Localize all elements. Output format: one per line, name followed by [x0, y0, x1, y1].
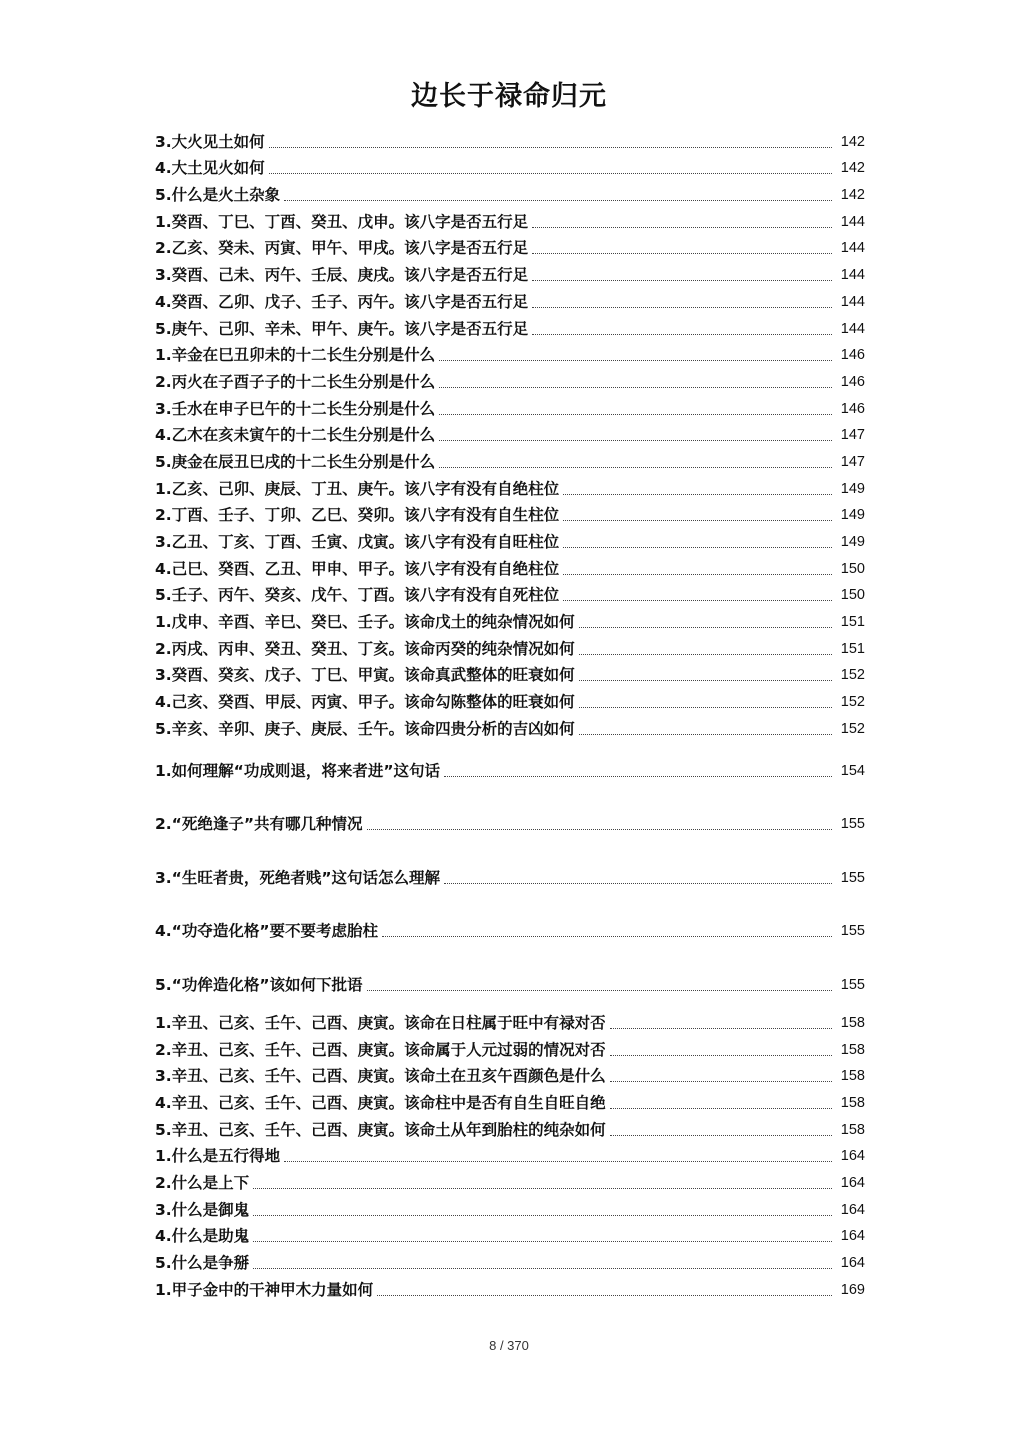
toc-leader-dots	[367, 990, 832, 991]
toc-entry-title: 1.如何理解“功成则退，将来者进”这句话	[155, 761, 441, 780]
toc-entry[interactable]	[155, 712, 865, 739]
toc-leader-dots	[610, 1055, 832, 1056]
toc-entry-title: 4.己亥、癸酉、甲辰、丙寅、甲子。该命勾陈整体的旺衰如何	[155, 693, 575, 712]
toc-entry-page-number: 154	[840, 762, 865, 779]
toc-entry-page-number: 144	[840, 240, 865, 257]
toc-entry-title: 2.乙亥、癸未、丙寅、甲午、甲戌。该八字是否五行足	[155, 239, 529, 258]
toc-leader-dots	[563, 547, 832, 548]
toc-entry-title: 4.辛丑、己亥、壬午、己酉、庚寅。该命柱中是否有自生自旺自绝	[155, 1093, 606, 1112]
toc-entry-title: 3.癸酉、己未、丙午、壬辰、庚戌。该八字是否五行足	[155, 266, 529, 285]
toc-entry[interactable]	[155, 339, 865, 366]
toc-entry-title: 2.丙戌、丙申、癸丑、癸丑、丁亥。该命丙癸的纯杂情况如何	[155, 639, 575, 658]
toc-entry[interactable]	[155, 178, 865, 205]
toc-leader-dots	[532, 307, 832, 308]
toc-leader-dots	[253, 1215, 832, 1216]
toc-entry-title: 5.什么是争掰	[155, 1254, 250, 1272]
toc-entry-page-number: 144	[840, 267, 865, 284]
toc-entry-title: 3.壬水在申子巳午的十二长生分别是什么	[155, 399, 436, 418]
toc-entry-page-number: 150	[840, 587, 865, 604]
toc-leader-dots	[532, 280, 832, 281]
toc-entry-title: 3.“生旺者贵，死绝者贱”这句话怎么理解	[155, 868, 441, 887]
toc-entry-page-number: 149	[840, 507, 865, 524]
toc-entry-page-number: 146	[840, 400, 865, 417]
toc-leader-dots	[253, 1241, 832, 1242]
toc-entry[interactable]	[155, 739, 865, 781]
toc-leader-dots	[532, 253, 832, 254]
toc-leader-dots	[563, 520, 832, 521]
toc-leader-dots	[532, 334, 832, 335]
toc-entry-page-number: 147	[840, 427, 865, 444]
toc-entry[interactable]	[155, 941, 865, 995]
toc-leader-dots	[367, 829, 832, 830]
toc-entry-page-number: 164	[840, 1228, 865, 1245]
toc-leader-dots	[377, 1295, 832, 1296]
toc-entry-page-number: 147	[840, 453, 865, 470]
toc-leader-dots	[563, 574, 832, 575]
toc-entry-page-number: 144	[840, 213, 865, 230]
toc-entry-page-number: 152	[840, 720, 865, 737]
toc-entry-title: 4.乙木在亥未寅午的十二长生分别是什么	[155, 426, 436, 445]
toc-leader-dots	[269, 147, 832, 148]
toc-leader-dots	[579, 654, 832, 655]
toc-entry-page-number: 144	[840, 320, 865, 337]
toc-entry-title: 4.己巳、癸酉、乙丑、甲申、甲子。该八字有没有自绝柱位	[155, 559, 560, 578]
toc-entry-page-number: 164	[840, 1148, 865, 1165]
toc-entry-title: 3.癸酉、癸亥、戊子、丁巳、甲寅。该命真武整体的旺衰如何	[155, 666, 575, 685]
toc-entry-page-number: 158	[840, 1068, 865, 1085]
toc-entry-title: 1.癸酉、丁巳、丁酉、癸丑、戊申。该八字是否五行足	[155, 212, 529, 231]
toc-entry-page-number: 158	[840, 1094, 865, 1111]
toc-entry-title: 3.大火见土如何	[155, 132, 265, 151]
toc-entry-page-number: 152	[840, 694, 865, 711]
toc-entry-page-number: 155	[840, 869, 865, 886]
toc-leader-dots	[579, 707, 832, 708]
toc-entry-title: 1.乙亥、己卯、庚辰、丁丑、庚午。该八字有没有自绝柱位	[155, 479, 560, 498]
toc-entry[interactable]	[155, 632, 865, 659]
toc-entry[interactable]	[155, 1193, 865, 1220]
toc-entry-title: 5.壬子、丙午、癸亥、戊午、丁酉。该八字有没有自死柱位	[155, 586, 560, 605]
toc-entry-page-number: 155	[840, 816, 865, 833]
toc-entry[interactable]	[155, 232, 865, 259]
toc-leader-dots	[284, 200, 832, 201]
toc-entry[interactable]	[155, 152, 865, 179]
toc-entry-page-number: 152	[840, 667, 865, 684]
toc-entry[interactable]	[155, 605, 865, 632]
toc-entry-title: 3.什么是御鬼	[155, 1200, 250, 1219]
toc-entry-page-number: 150	[840, 560, 865, 577]
toc-leader-dots	[444, 776, 832, 777]
toc-entry[interactable]	[155, 1166, 865, 1193]
toc-entry[interactable]	[155, 579, 865, 606]
toc-entry[interactable]	[155, 205, 865, 232]
toc-entry[interactable]	[155, 445, 865, 472]
toc-entry-title: 4.大土见火如何	[155, 159, 265, 178]
toc-entry-page-number: 151	[840, 614, 865, 631]
toc-entry[interactable]	[155, 365, 865, 392]
toc-entry-page-number: 164	[840, 1255, 865, 1271]
toc-entry-title: 5.“功侔造化格”该如何下批语	[155, 975, 363, 994]
toc-entry[interactable]	[155, 419, 865, 446]
toc-entry[interactable]	[155, 1246, 865, 1273]
toc-entry-page-number: 149	[840, 480, 865, 497]
toc-entry[interactable]	[155, 1140, 865, 1167]
toc-entry[interactable]	[155, 1033, 865, 1060]
toc-entry-page-number: 151	[840, 640, 865, 657]
toc-entry[interactable]	[155, 1086, 865, 1113]
toc-entry-page-number: 142	[840, 133, 865, 150]
toc-leader-dots	[439, 387, 832, 388]
toc-leader-dots	[253, 1268, 832, 1269]
toc-entry[interactable]	[155, 685, 865, 712]
toc-entry[interactable]	[155, 392, 865, 419]
toc-entry[interactable]	[155, 552, 865, 579]
toc-entry[interactable]	[155, 834, 865, 888]
toc-entry-title: 5.庚午、己卯、辛未、甲午、庚午。该八字是否五行足	[155, 319, 529, 338]
toc-leader-dots	[610, 1028, 832, 1029]
toc-leader-dots	[439, 440, 832, 441]
toc-leader-dots	[269, 173, 832, 174]
toc-entry-page-number: 158	[840, 1041, 865, 1058]
toc-entry-title: 5.庚金在辰丑巳戌的十二长生分别是什么	[155, 452, 436, 471]
toc-entry-title: 2.丙火在子酉子子的十二长生分别是什么	[155, 372, 436, 391]
toc-entry-title: 4.“功夺造化格”要不要考虑胎柱	[155, 922, 379, 941]
toc-entry-page-number: 155	[840, 976, 865, 993]
toc-entry-title: 1.甲子金中的干神甲木力量如何	[155, 1280, 374, 1299]
toc-leader-dots	[579, 627, 832, 628]
toc-leader-dots	[253, 1188, 832, 1189]
toc-entry-page-number: 142	[840, 160, 865, 177]
toc-entry-page-number: 158	[840, 1014, 865, 1031]
toc-entry[interactable]	[155, 659, 865, 686]
toc-entry-page-number: 158	[840, 1121, 865, 1138]
toc-entry-title: 3.辛丑、己亥、壬午、己酉、庚寅。该命土在丑亥午酉颜色是什么	[155, 1067, 606, 1086]
toc-entry-title: 1.辛丑、己亥、壬午、己酉、庚寅。该命在日柱属于旺中有禄对否	[155, 1013, 606, 1032]
toc-leader-dots	[579, 734, 832, 735]
toc-entry[interactable]	[155, 781, 865, 835]
toc-leader-dots	[439, 414, 832, 415]
toc-leader-dots	[610, 1081, 832, 1082]
toc-leader-dots	[382, 936, 832, 937]
toc-entry[interactable]	[155, 995, 865, 1033]
toc-entry[interactable]	[155, 472, 865, 499]
toc-leader-dots	[563, 494, 832, 495]
toc-leader-dots	[439, 467, 832, 468]
toc-entry-title: 2.“死绝逢子”共有哪几种情况	[155, 815, 363, 834]
page-number: 8 / 370	[489, 1338, 529, 1353]
toc-entry[interactable]	[155, 125, 865, 152]
toc-entry[interactable]	[155, 258, 865, 285]
toc-leader-dots	[284, 1161, 832, 1162]
toc-entry[interactable]	[155, 1220, 865, 1247]
toc-entry[interactable]	[155, 888, 865, 942]
toc-entry-title: 4.什么是助鬼	[155, 1227, 250, 1246]
toc-entry-title: 1.戊申、辛酉、辛巳、癸巳、壬子。该命戊土的纯杂情况如何	[155, 613, 575, 632]
toc-leader-dots	[532, 227, 832, 228]
toc-entry-page-number: 146	[840, 347, 865, 364]
toc-entry-title: 3.乙丑、丁亥、丁酉、壬寅、戊寅。该八字有没有自旺柱位	[155, 533, 560, 551]
toc-entry-page-number: 146	[840, 373, 865, 390]
toc-entry-title: 5.什么是火土杂象	[155, 186, 281, 205]
toc-entry-title: 4.癸酉、乙卯、戊子、壬子、丙午。该八字是否五行足	[155, 292, 529, 311]
toc-entry-title: 5.辛丑、己亥、壬午、己酉、庚寅。该命土从年到胎柱的纯杂如何	[155, 1120, 606, 1139]
toc-leader-dots	[439, 360, 832, 361]
toc-entry[interactable]	[155, 285, 865, 312]
page-title: 边长于禄命归元	[411, 81, 607, 112]
toc-entry-title: 5.辛亥、辛卯、庚子、庚辰、壬午。该命四贵分析的吉凶如何	[155, 719, 575, 738]
toc-leader-dots	[563, 600, 832, 601]
toc-entry[interactable]	[155, 525, 865, 552]
table-of-contents	[155, 125, 865, 1300]
toc-entry-title: 1.什么是五行得地	[155, 1147, 281, 1166]
toc-entry-title: 2.丁酉、壬子、丁卯、乙巳、癸卯。该八字有没有自生柱位	[155, 506, 560, 525]
toc-entry-page-number: 144	[840, 293, 865, 310]
toc-entry[interactable]	[155, 1273, 865, 1300]
toc-leader-dots	[610, 1135, 832, 1136]
toc-entry-page-number: 164	[840, 1174, 865, 1191]
toc-entry[interactable]	[155, 1113, 865, 1140]
toc-leader-dots	[610, 1108, 832, 1109]
toc-entry-page-number: 142	[840, 187, 865, 204]
toc-entry[interactable]	[155, 1060, 865, 1087]
toc-entry[interactable]	[155, 312, 865, 339]
toc-entry-page-number: 149	[840, 534, 865, 550]
toc-entry-page-number: 164	[840, 1201, 865, 1218]
toc-entry-title: 1.辛金在巳丑卯未的十二长生分别是什么	[155, 346, 436, 365]
toc-entry-page-number: 169	[840, 1281, 865, 1298]
toc-leader-dots	[444, 883, 832, 884]
toc-entry-page-number: 155	[840, 923, 865, 940]
toc-entry-title: 2.辛丑、己亥、壬午、己酉、庚寅。该命属于人元过弱的情况对否	[155, 1040, 606, 1059]
toc-leader-dots	[579, 680, 832, 681]
toc-entry[interactable]	[155, 499, 865, 526]
toc-entry-title: 2.什么是上下	[155, 1173, 250, 1192]
